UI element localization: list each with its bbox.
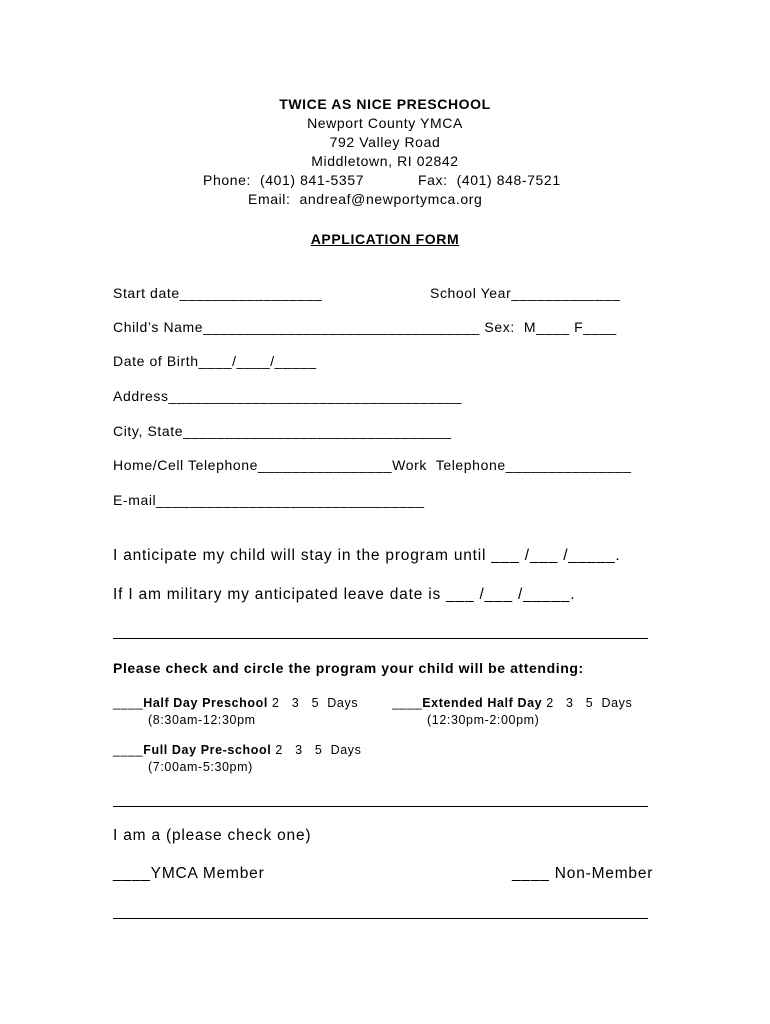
full-day-option[interactable] xyxy=(113,741,362,759)
phone-fax: Phone: (401) 841-5357 Fax: (401) 848-7521 xyxy=(203,172,561,188)
extended-time: (12:30pm-2:00pm) xyxy=(427,713,540,727)
city-state-field[interactable]: City, State________________________________ xyxy=(113,423,452,439)
full-day-time: (7:00am-5:30pm) xyxy=(148,760,253,774)
ymca-member-option[interactable]: ____YMCA Member xyxy=(113,865,265,882)
membership-prompt: I am a (please check one) xyxy=(113,827,312,844)
child-name-field[interactable]: Child’s Name_________________________________ Sex: M____ F____ xyxy=(113,319,617,335)
address-field[interactable]: Address___________________________________ xyxy=(113,388,463,404)
dob-field[interactable]: Date of Birth____/____/_____ xyxy=(113,353,317,369)
form-title: APPLICATION FORM xyxy=(310,231,460,247)
email-field[interactable]: E-mail________________________________ xyxy=(113,492,425,508)
non-member-option[interactable]: ____ Non-Member xyxy=(512,865,654,882)
divider xyxy=(113,638,648,639)
phone-fields[interactable]: Home/Cell Telephone________________Work Telephone_______________ xyxy=(113,457,632,473)
anticipated-stay-field[interactable]: I anticipate my child will stay in the program until ___ /___ /_____. xyxy=(113,547,621,564)
divider xyxy=(113,806,648,807)
org-name: Newport County YMCA xyxy=(307,115,463,131)
half-day-days: 2 3 5 Days xyxy=(267,696,359,710)
school-name: TWICE AS NICE PRESCHOOL xyxy=(279,96,491,112)
military-leave-field[interactable]: If I am military my anticipated leave date is ___ /___ /_____. xyxy=(113,586,576,603)
half-day-label: Half Day Preschool xyxy=(143,696,268,710)
half-day-checkbox-blank[interactable]: ____ xyxy=(113,696,144,710)
full-day-label: Full Day Pre-school xyxy=(143,743,272,757)
half-day-option[interactable] xyxy=(113,694,358,712)
extended-checkbox-blank[interactable]: ____ xyxy=(392,696,423,710)
extended-label: Extended Half Day xyxy=(422,696,543,710)
city-address: Middletown, RI 02842 xyxy=(311,153,459,169)
extended-day-option[interactable] xyxy=(392,694,632,712)
program-heading: Please check and circle the program your child will be attending: xyxy=(113,660,584,676)
street-address: 792 Valley Road xyxy=(329,134,441,150)
divider xyxy=(113,918,648,919)
start-date-field[interactable]: Start date_________________ xyxy=(113,285,323,301)
full-day-days: 2 3 5 Days xyxy=(271,743,362,757)
full-day-checkbox-blank[interactable]: ____ xyxy=(113,743,144,757)
half-day-time: (8:30am-12:30pm xyxy=(148,713,256,727)
extended-days: 2 3 5 Days xyxy=(542,696,633,710)
contact-email: Email: andreaf@newportymca.org xyxy=(248,191,483,207)
school-year-field[interactable]: School Year_____________ xyxy=(430,285,621,301)
